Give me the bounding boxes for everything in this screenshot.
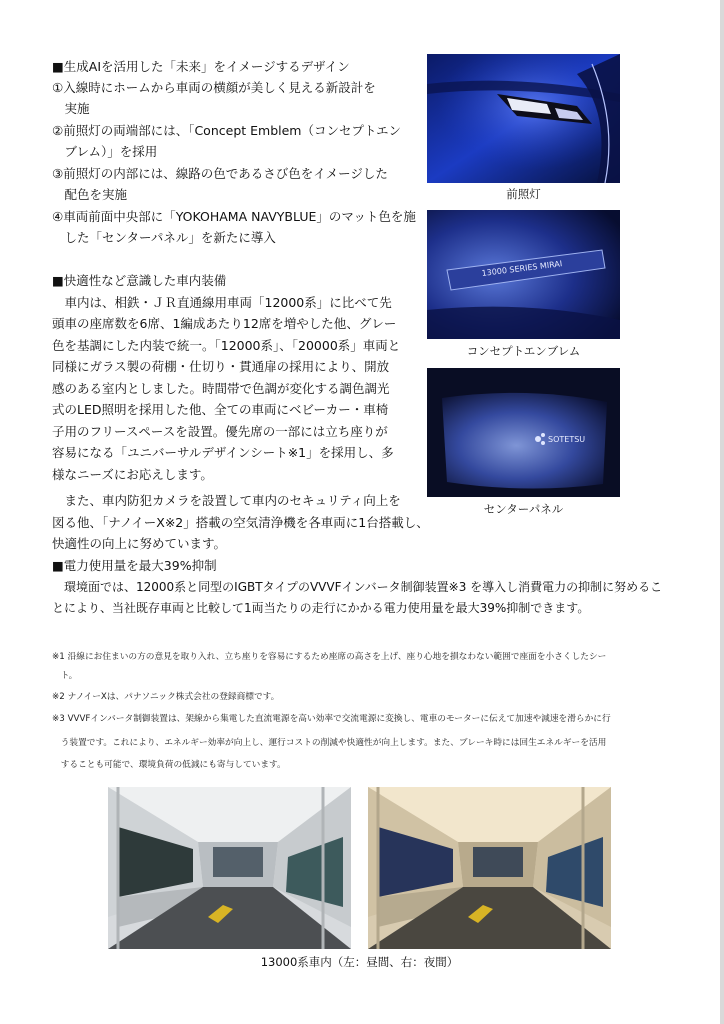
interior-caption: 13000系車内（左：昼間、右：夜間） [260,955,459,969]
power-line: とにより、当社既存車両と比較して1両当たりの走行にかかる電力使用量を最大39%抑制できます。 [52,601,590,615]
comfort-line: 式のLED照明を採用した他、全ての車両にベビーカー・車椅 [52,402,389,417]
footnote: ※2 ナノイーXは、パナソニック株式会社の登録商標です。 [52,692,280,702]
interior-day-photo [108,787,351,949]
panel-logo-text: SOTETSU [548,435,586,444]
design-item: 実施 [52,101,90,116]
comfort-line: 車内は、相鉄・ＪＲ直通線用車両「12000系」に比べて先 [52,295,392,310]
emblem-caption: コンセプトエンブレム [466,344,581,358]
page-edge [720,0,724,1024]
comfort-line: また、車内防犯カメラを設置して車内のセキュリティ向上を [52,493,401,508]
design-heading: ■生成AIを活用した「未来」をイメージするデザイン [52,59,350,74]
headlight-photo [427,54,620,183]
power-line: 環境面では、12000系と同型のIGBTタイプのVVVFインバータ制御装置※3 を導入し消費電力の抑制に努めるこ [52,580,663,594]
power-heading: ■電力使用量を最大39%抑制 [52,558,217,573]
footnote: ト。 [52,671,78,681]
center-panel-photo [427,368,620,497]
footnote: ※1 沿線にお住まいの方の意見を取り入れ、立ち座りを容易にするため座席の高さを上げ、座り心地を損なわない範囲で座面を小さくしたシー [52,652,607,662]
comfort-heading: ■快適性など意識した車内装備 [52,273,227,288]
comfort-line: 容易になる「ユニバーサルデザインシート※1」を採用し、多 [52,445,394,460]
emblem-photo [427,210,620,339]
comfort-line: 様なニーズにお応えします。 [52,467,213,482]
interior-night-photo [368,787,611,949]
headlight-caption: 前照灯 [506,187,541,201]
footnote: う装置です。これにより、エネルギー効率が向上し、運行コストの削減や快適性が向上します。また、ブレーキ時には回生エネルギーを活用 [52,738,607,748]
design-item: 配色を実施 [52,187,128,202]
comfort-line: 図る他、「ナノイーX※2」搭載の空気清浄機を各車両に1台搭載し、 [52,515,429,530]
design-item: ②前照灯の両端部には、「Concept Emblem（コンセプトエン [52,123,401,138]
comfort-line: 子用のフリースペースを設置。優先席の一部には立ち座りが [52,424,388,439]
panel-caption: センターパネル [483,502,564,516]
comfort-line: 頭車の座席数を6席、1編成あたり12席を増やした他、グレー [52,316,397,331]
emblem-text: 13000 SERIES MIRAI [481,259,563,278]
footnote: ※3 VVVFインバータ制御装置は、架線から集電した直流電源を高い効率で交流電源に変換し、電車のモーターに伝えて加速や減速を滑らかに行 [52,714,611,724]
comfort-line: 快適性の向上に努めています。 [52,536,227,551]
design-item: ①入線時にホームから車両の横顔が美しく見える新設計を [52,80,376,95]
design-item: ④車両前面中央部に「YOKOHAMA NAVYBLUE」のマット色を施 [52,209,416,224]
design-item: した「センターパネル」を新たに導入 [52,230,276,245]
design-item: ③前照灯の内部には、線路の色であるさび色をイメージした [52,166,388,181]
comfort-line: 同様にガラス製の荷棚・仕切り・貫通扉の採用により、開放 [52,359,390,374]
comfort-line: 感のある室内としました。時間帯で色調が変化する調色調光 [52,381,390,396]
design-item: ブレム）」を採用 [52,144,158,159]
comfort-line: 色を基調にした内装で統一。「12000系」、「20000系」車両と [52,338,401,353]
footnote: することも可能で、環境負荷の低減にも寄与しています。 [52,760,286,770]
